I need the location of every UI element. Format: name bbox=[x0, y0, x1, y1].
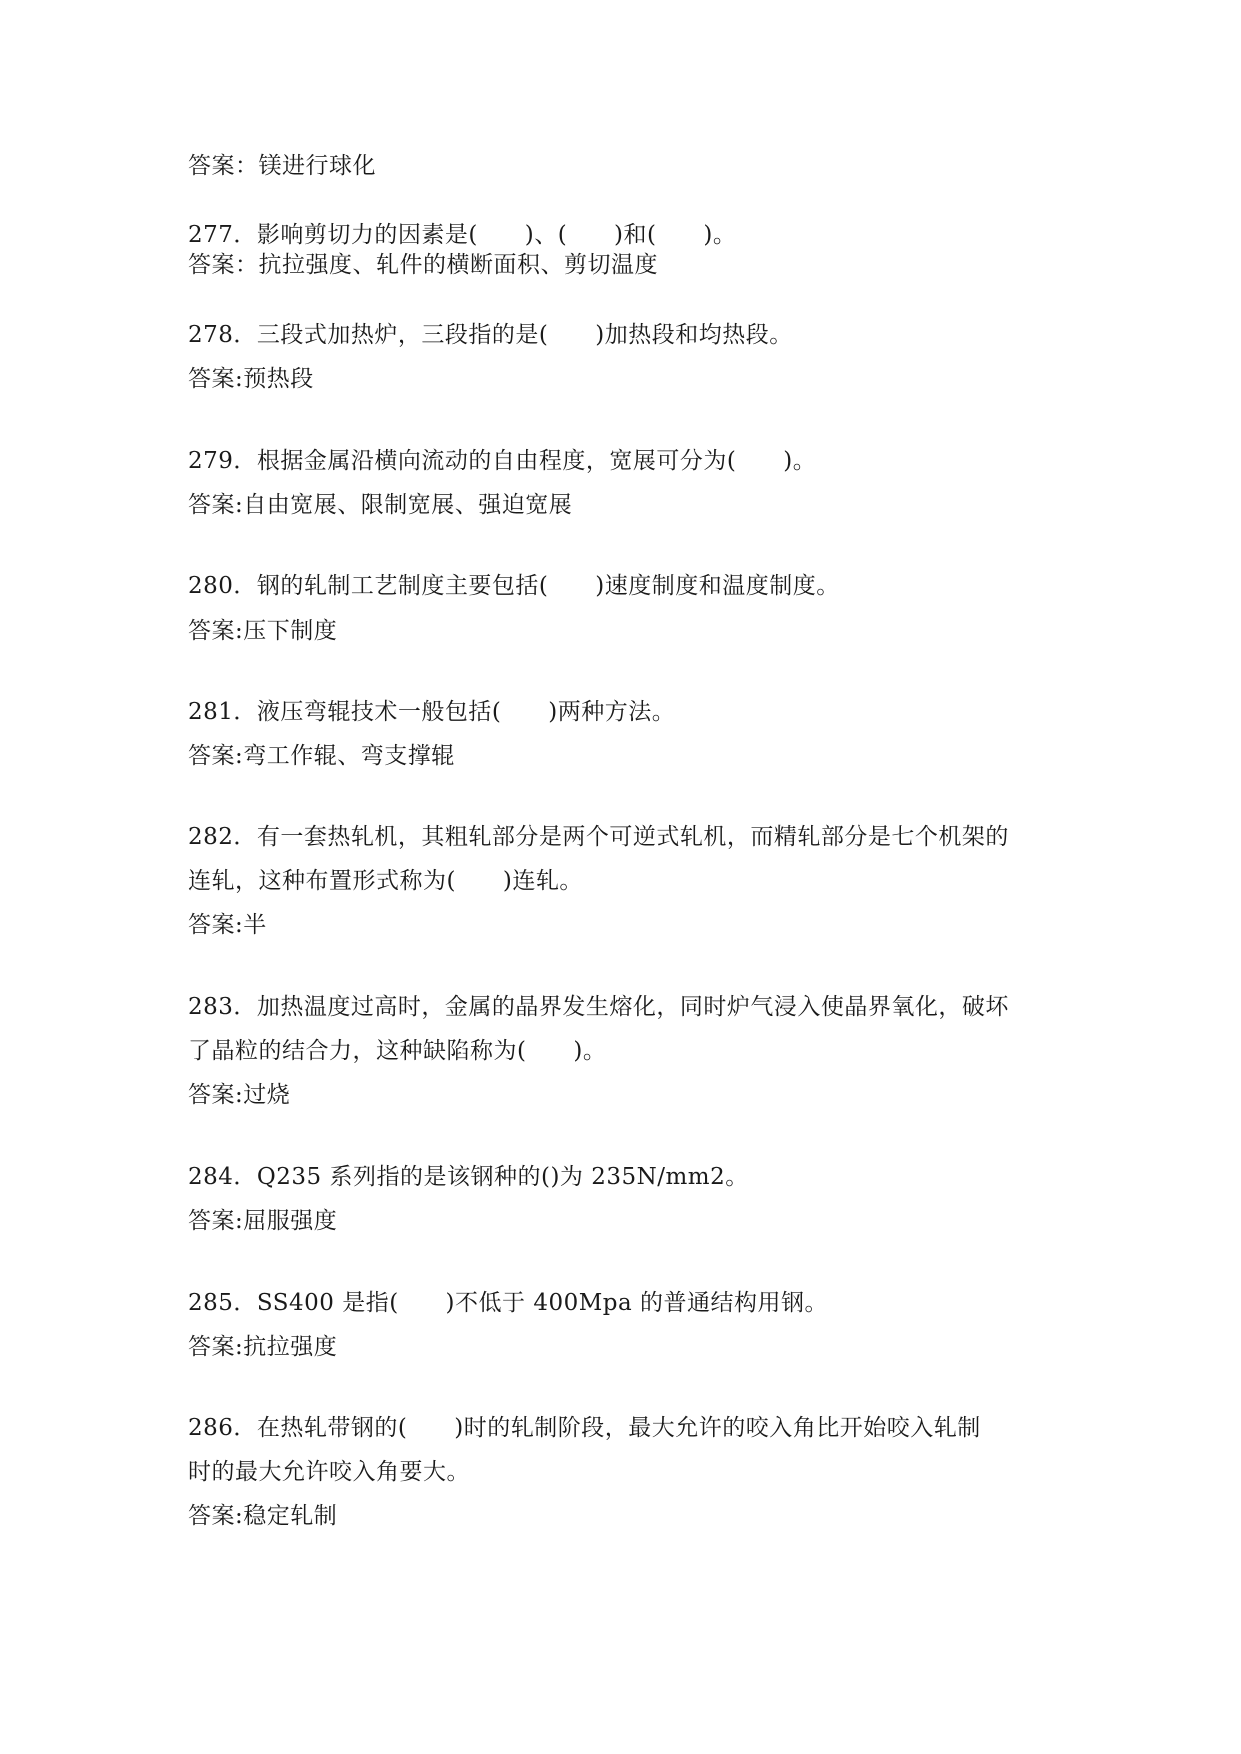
question-text: 284．Q235 系列指的是该钢种的()为 235N/mm2。 bbox=[188, 1164, 749, 1190]
question-text-continued: 时的最大允许咬入角要大。 bbox=[188, 1459, 470, 1485]
question-text: 277．影响剪切力的因素是( )、( )和( )。 bbox=[188, 222, 737, 248]
answer-text: 答案:半 bbox=[188, 912, 267, 938]
question-text: 280．钢的轧制工艺制度主要包括( )速度制度和温度制度。 bbox=[188, 573, 840, 599]
answer-text: 答案：抗拉强度、轧件的横断面积、剪切温度 bbox=[188, 252, 658, 278]
question-text: 286．在热轧带钢的( )时的轧制阶段，最大允许的咬入角比开始咬入轧制 bbox=[188, 1415, 981, 1441]
answer-text: 答案:屈服强度 bbox=[188, 1208, 338, 1234]
answer-text: 答案:稳定轧制 bbox=[188, 1503, 338, 1529]
answer-text: 答案:压下制度 bbox=[188, 618, 338, 644]
answer-text: 答案:弯工作辊、弯支撑辊 bbox=[188, 743, 455, 769]
question-text: 282．有一套热轧机，其粗轧部分是两个可逆式轧机，而精轧部分是七个机架的 bbox=[188, 824, 1009, 850]
question-text: 279．根据金属沿横向流动的自由程度，宽展可分为( )。 bbox=[188, 448, 817, 474]
question-text: 283．加热温度过高时，金属的晶界发生熔化，同时炉气浸入使晶界氧化，破坏 bbox=[188, 994, 1009, 1020]
question-text-continued: 连轧，这种布置形式称为( )连轧。 bbox=[188, 868, 583, 894]
answer-text: 答案：镁进行球化 bbox=[188, 153, 376, 179]
question-text: 278．三段式加热炉，三段指的是( )加热段和均热段。 bbox=[188, 322, 793, 348]
answer-text: 答案:自由宽展、限制宽展、强迫宽展 bbox=[188, 492, 573, 518]
answer-text: 答案:过烧 bbox=[188, 1082, 291, 1108]
question-text: 285．SS400 是指( )不低于 400Mpa 的普通结构用钢。 bbox=[188, 1290, 829, 1316]
question-text: 281．液压弯辊技术一般包括( )两种方法。 bbox=[188, 699, 676, 725]
answer-text: 答案:预热段 bbox=[188, 366, 314, 392]
answer-text: 答案:抗拉强度 bbox=[188, 1334, 338, 1360]
question-text-continued: 了晶粒的结合力，这种缺陷称为( )。 bbox=[188, 1038, 607, 1064]
